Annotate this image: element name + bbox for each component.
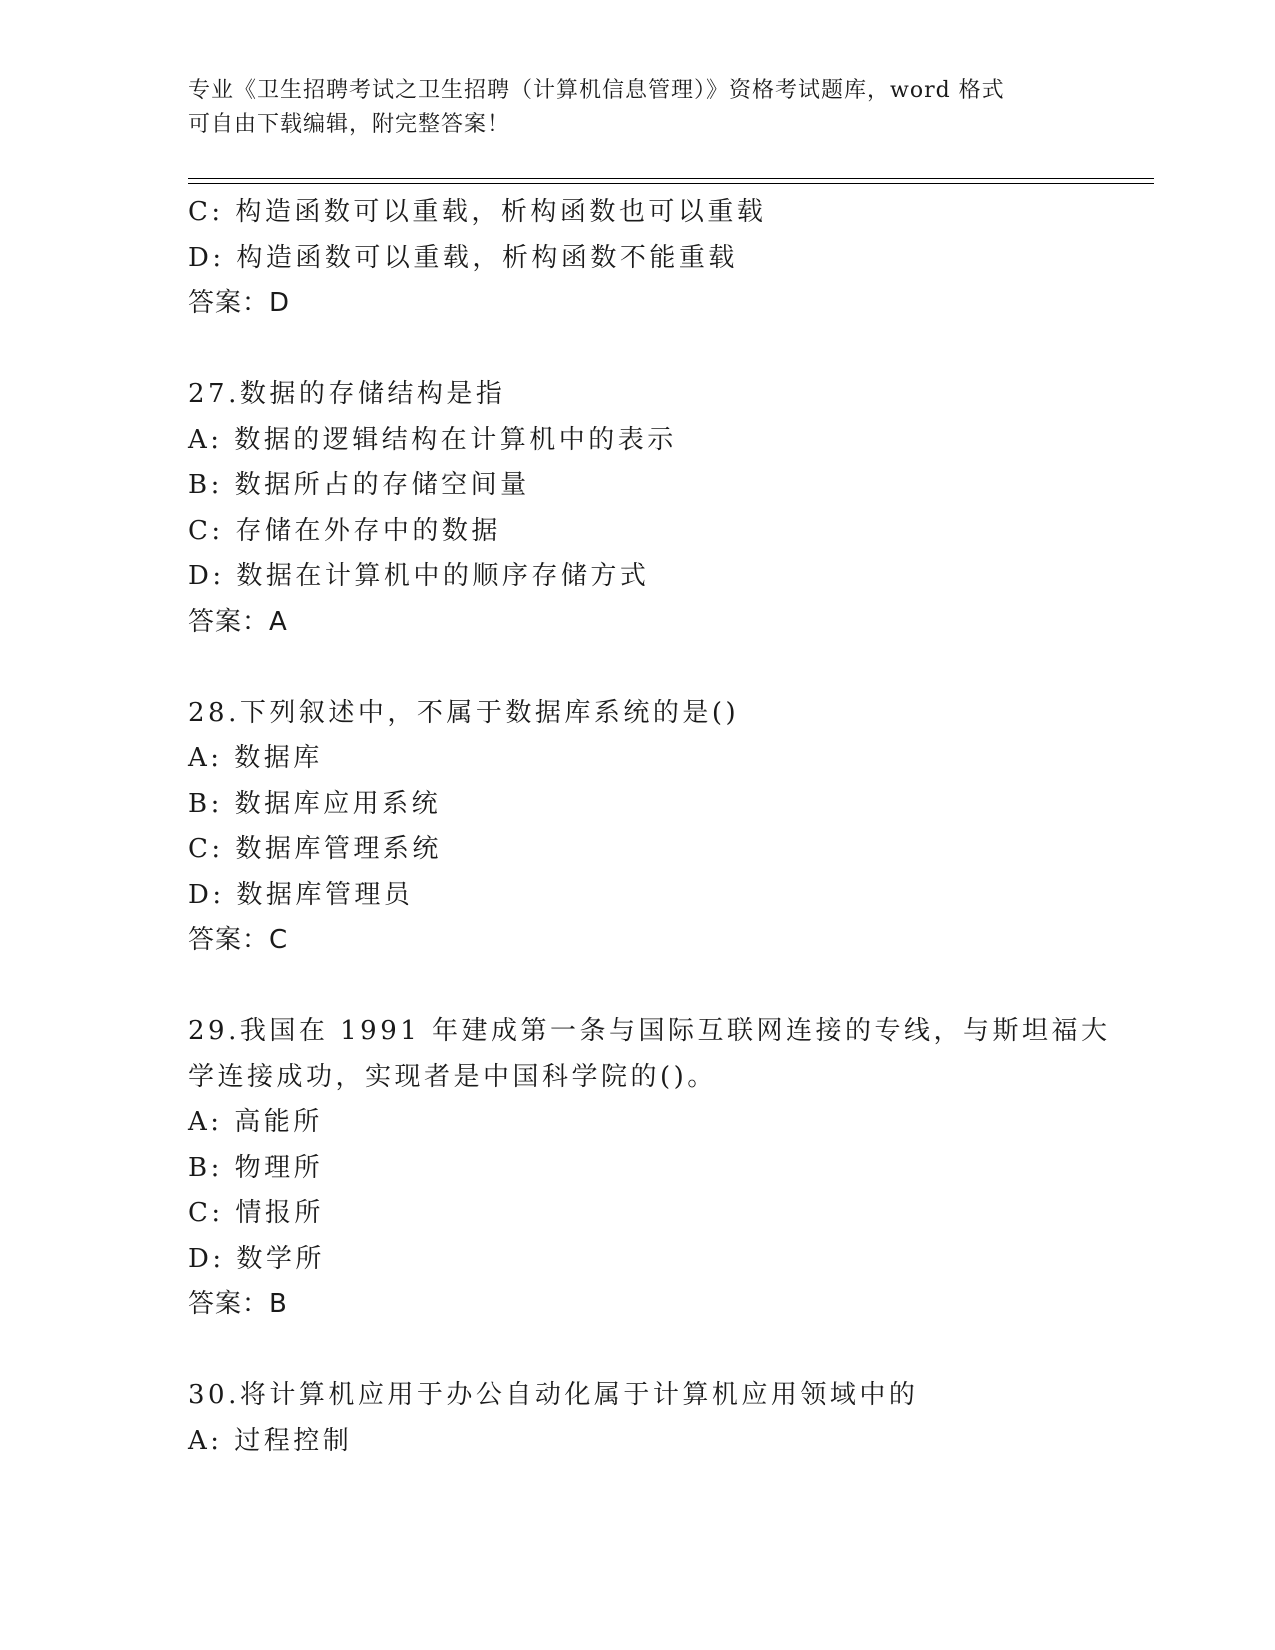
spacer [188,1328,1148,1374]
option-c: C: 存储在外存中的数据 [188,515,501,546]
question-28 [188,691,1148,964]
question-text-line-1: 29.我国在 1991 年建成第一条与国际互联网连接的专线，与斯坦福大 [188,1016,1111,1046]
question-text: 28.下列叙述中，不属于数据库系统的是() [188,697,740,728]
header-rule-top [188,178,1154,179]
option-c: C: 情报所 [188,1198,324,1228]
question-29 [188,1009,1148,1328]
answer: 答案：D [188,288,291,318]
spacer [188,327,1148,373]
option-d: D: 数据库管理员 [188,879,414,910]
question-list [188,190,1148,1464]
spacer [188,645,1148,691]
option-a: A: 过程控制 [188,1425,353,1456]
answer: 答案：A [188,606,288,637]
spacer [188,964,1148,1010]
option-c: C: 构造函数可以重载，析构函数也可以重载 [188,197,767,227]
option-c: C: 数据库管理系统 [188,834,442,864]
question-text: 27.数据的存储结构是指 [188,379,506,409]
question-text-line-2: 学连接成功，实现者是中国科学院的()。 [188,1061,717,1092]
answer: 答案：C [188,925,289,955]
option-a: A: 数据的逻辑结构在计算机中的表示 [188,424,677,455]
option-b: B: 数据库应用系统 [188,788,442,819]
option-a: A: 高能所 [188,1107,323,1137]
question-30 [188,1373,1148,1464]
document-header [188,74,1088,142]
question-27 [188,372,1148,645]
header-line-1: 专业《卫生招聘考试之卫生招聘（计算机信息管理）》资格考试题库，word 格式 [188,78,1005,103]
option-d: D: 数据在计算机中的顺序存储方式 [188,561,650,591]
question-text: 30.将计算机应用于办公自动化属于计算机应用领域中的 [188,1380,919,1410]
option-a: A: 数据库 [188,743,323,773]
header-rule-bottom [188,183,1154,184]
header-line-2: 可自由下载编辑，附完整答案！ [188,112,511,137]
option-b: B: 数据所占的存储空间量 [188,470,530,500]
option-d: D: 构造函数可以重载，析构函数不能重载 [188,242,738,273]
option-b: B: 物理所 [188,1152,324,1183]
option-d: D: 数学所 [188,1243,325,1274]
answer: 答案：B [188,1289,288,1319]
question-26-tail [188,190,1148,327]
